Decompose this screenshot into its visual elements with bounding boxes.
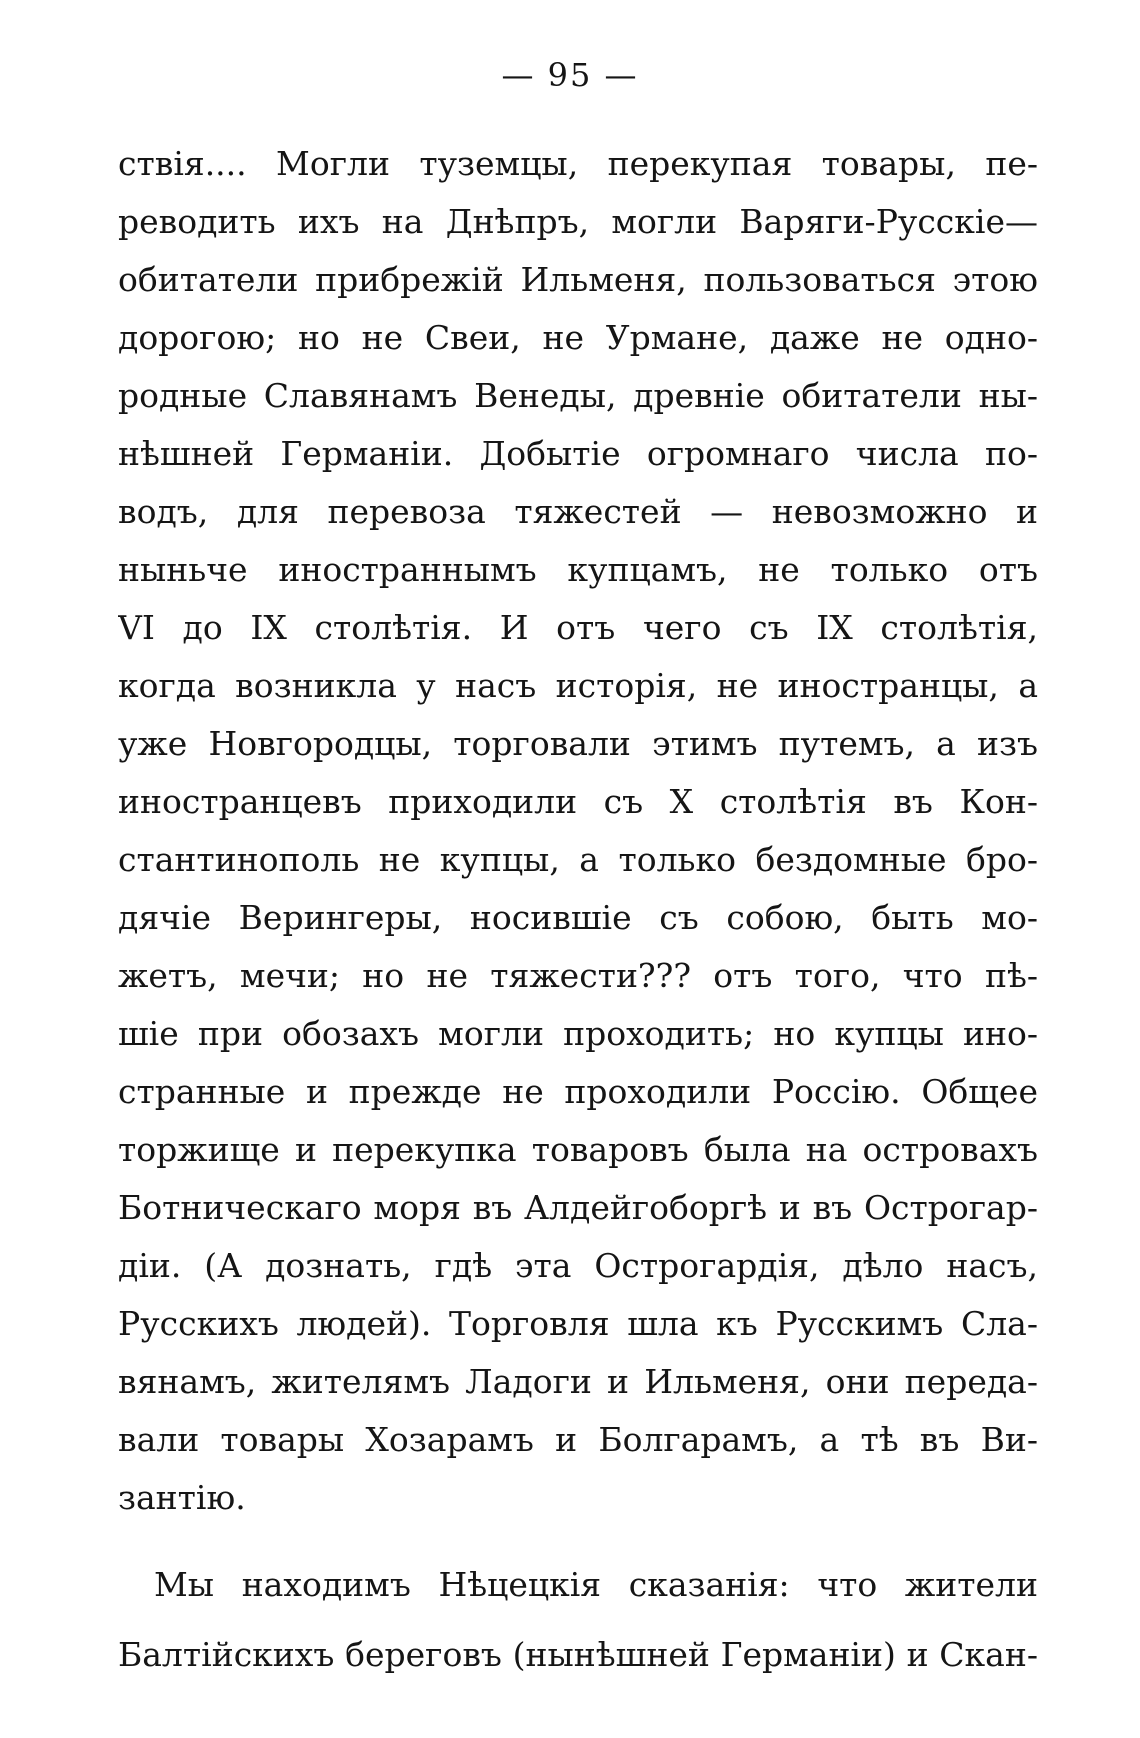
text-line: иностранцевъ приходили съ X столѣтія въ Кон-: [118, 782, 1038, 821]
text-line: діи. (А дознать, гдѣ эта Острогардія, дѣло насъ,: [118, 1246, 1038, 1285]
text-line: вали товары Хозарамъ и Болгарамъ, а тѣ въ Ви-: [118, 1420, 1038, 1459]
text-line: Ботническаго моря въ Алдейгоборгѣ и въ Острогар-: [118, 1188, 1038, 1227]
text-line: странные и прежде не проходили Россію. Общее: [118, 1072, 1038, 1111]
text-line: VI до IX столѣтія. И отъ чего съ IX столѣтія,: [118, 608, 1038, 647]
text-line: родные Славянамъ Венеды, древніе обитатели ны-: [118, 376, 1038, 415]
text-line: вянамъ, жителямъ Ладоги и Ильменя, они переда-: [118, 1362, 1038, 1401]
text-line: ствія.... Могли туземцы, перекупая товары, пе-: [118, 144, 1038, 183]
text-line: дорогою; но не Свеи, не Урмане, даже не одно-: [118, 318, 1038, 357]
text-line: стантинополь не купцы, а только бездомные бро-: [118, 840, 1038, 879]
paragraph-1: [118, 135, 1038, 1527]
paragraph-2: [118, 1550, 1038, 1690]
text-line: нѣшней Германіи. Добытіе огромнаго числа по-: [118, 434, 1038, 473]
text-line: Мы находимъ Нѣцецкія сказанія: что жители: [154, 1565, 1038, 1604]
text-line: когда возникла у насъ исторія, не иностранцы, а: [118, 666, 1038, 705]
text-line: Русскихъ людей). Торговля шла къ Русскимъ Сла-: [118, 1304, 1038, 1343]
text-line: торжище и перекупка товаровъ была на островахъ: [118, 1130, 1038, 1169]
text-line: реводить ихъ на Днѣпръ, могли Варяги-Русскіе—: [118, 202, 1038, 241]
text-line: уже Новгородцы, торговали этимъ путемъ, а изъ: [118, 724, 1038, 763]
page-number: — 95 —: [501, 56, 639, 94]
text-line: дячіе Верингеры, носившіе съ собою, быть мо-: [118, 898, 1038, 937]
text-line: зантію.: [118, 1478, 246, 1517]
text-line: шіе при обозахъ могли проходить; но купцы ино-: [118, 1014, 1038, 1053]
text-line: ныньче иностраннымъ купцамъ, не только отъ: [118, 550, 1038, 589]
text-line: Балтійскихъ береговъ (нынѣшней Германіи) и Скан-: [118, 1635, 1038, 1674]
text-line: обитатели прибрежій Ильменя, пользоваться этою: [118, 260, 1038, 299]
text-line: водъ, для перевоза тяжестей — невозможно и: [118, 492, 1038, 531]
text-line: жетъ, мечи; но не тяжести??? отъ того, что пѣ-: [118, 956, 1038, 995]
